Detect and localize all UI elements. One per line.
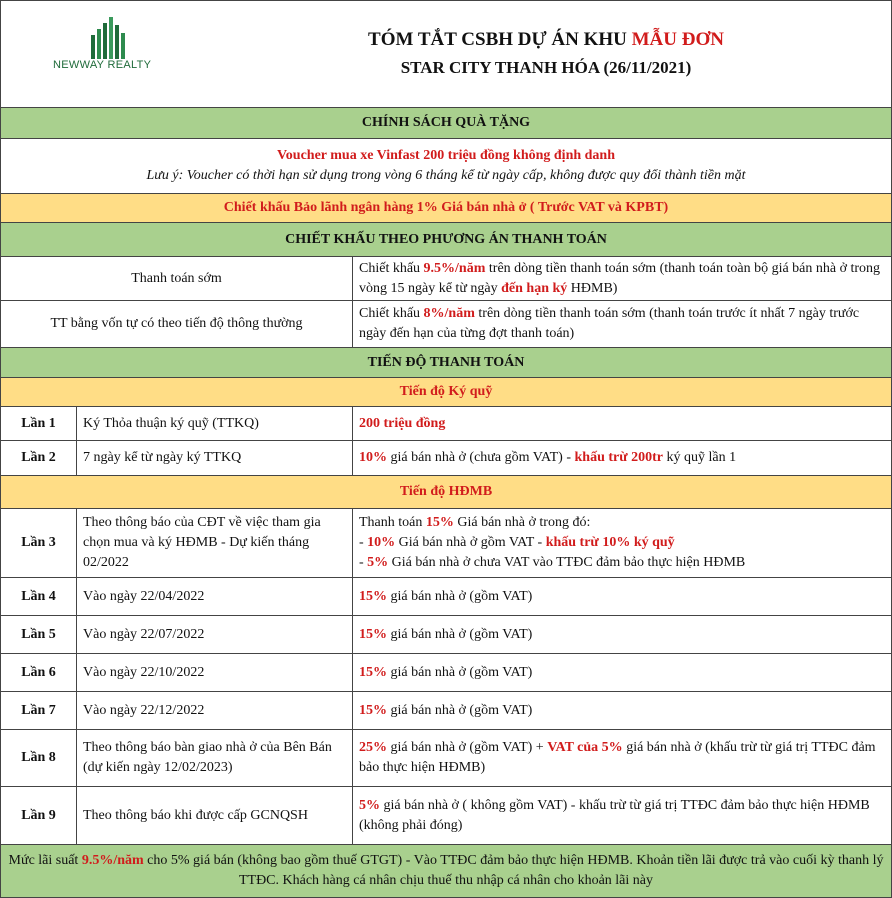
schedule-row [1,407,891,441]
installment-amount: 15% giá bán nhà ở (gồm VAT) [352,692,891,729]
installment-amount: 10% giá bán nhà ở (chưa gồm VAT) - khấu trừ 200tr ký quỹ lần 1 [352,441,891,475]
title-line-1: TÓM TẮT CSBH DỰ ÁN KHU MẪU ĐƠN [368,29,724,50]
installment-label: Lần 6 [21,664,56,680]
installment-when: Vào ngày 22/12/2022 [76,692,352,729]
installment-amount: 25% giá bán nhà ở (gồm VAT) + VAT của 5% giá bán nhà ở (khấu trừ từ giá trị TTĐC đảm bảo thực hiện HĐMB) [352,730,891,786]
discount-row [1,257,891,301]
installment-amount: 15% giá bán nhà ở (gồm VAT) [352,654,891,691]
contract-heading-row [1,476,891,509]
installment-when: Vào ngày 22/10/2022 [76,654,352,691]
installment-when: 7 ngày kể từ ngày ký TTKQ [76,441,352,475]
schedule-row [1,654,891,692]
installment-label: Lần 5 [21,626,56,642]
schedule-row [1,441,891,476]
schedule-row [1,578,891,616]
discount-label: Thanh toán sớm [131,270,222,286]
installment-amount: 15% giá bán nhà ở (gồm VAT) [352,578,891,615]
payment-discount-heading: CHIẾT KHẤU THEO PHƯƠNG ÁN THANH TOÁN [285,231,607,247]
schedule-heading: TIẾN ĐỘ THANH TOÁN [367,354,525,370]
installment-amount: Thanh toán 15% Giá bán nhà ở trong đó: - 10% Giá bán nhà ở gồm VAT - khấu trừ 10% ký quỹ - 5% Giá bán nhà ở chưa VAT vào TTĐC đảm bảo thực hiện HĐMB [352,509,891,577]
voucher-block [1,139,891,193]
footer-row [1,845,891,897]
voucher-row [1,139,891,194]
footer-note: Mức lãi suất 9.5%/năm cho 5% giá bán (không bao gồm thuế GTGT) - Vào TTĐC đảm bảo thực hiện HĐMB. Khoản tiền lãi được trả vào cuối kỳ thanh lý TTĐC. Khách hàng cá nhân chịu thuế thu nhập cá nhân cho khoản lãi này [8,853,884,888]
logo-text: NEWWAY REALTY [53,59,152,71]
installment-when: Theo thông báo của CĐT về việc tham gia chọn mua và ký HĐMB - Dự kiến tháng 02/2022 [76,509,352,577]
discount-row [1,301,891,348]
installment-label: Lần 3 [21,535,56,550]
installment-when: Theo thông báo khi được cấp GCNQSH [76,787,352,844]
payment-discount-heading-row [1,223,891,257]
installment-amount: 200 triệu đồng [352,407,891,440]
installment-label: Lần 7 [21,702,56,718]
contract-heading: Tiến độ HĐMB [399,484,493,499]
installment-when: Vào ngày 22/07/2022 [76,616,352,653]
installment-label: Lần 1 [21,415,56,431]
voucher-text: Voucher mua xe Vinfast 200 triệu đồng không định danh [276,148,616,163]
schedule-heading-row [1,348,891,378]
deposit-heading: Tiến độ Ký quỹ [399,384,493,399]
installment-label: Lần 8 [21,750,56,765]
bank-discount-row [1,194,891,223]
schedule-row [1,509,891,578]
header-row [1,1,891,108]
gift-policy-heading: CHÍNH SÁCH QUÀ TẶNG [361,115,531,130]
installment-label: Lần 9 [21,807,56,823]
gift-policy-heading-row [1,108,891,139]
installment-when: Vào ngày 22/04/2022 [76,578,352,615]
installment-when: Theo thông báo bàn giao nhà ở của Bên Bán (dự kiến ngày 12/02/2023) [76,730,352,786]
installment-amount: 15% giá bán nhà ở (gồm VAT) [352,616,891,653]
schedule-row [1,787,891,845]
installment-label: Lần 4 [21,588,56,604]
deposit-heading-row [1,378,891,407]
schedule-row [1,730,891,787]
installment-when: Ký Thỏa thuận ký quỹ (TTKQ) [76,407,352,440]
title-block [201,1,891,107]
title-line-2: STAR CITY THANH HÓA (26/11/2021) [400,58,692,77]
schedule-row [1,616,891,654]
schedule-row [1,692,891,730]
voucher-note: Lưu ý: Voucher có thời hạn sử dụng trong vòng 6 tháng kể từ ngày cấp, không được quy đổi thành tiền mặt [146,168,746,183]
bank-discount-text: Chiết khấu Bảo lãnh ngân hàng 1% Giá bán nhà ở ( Trước VAT và KPBT) [223,200,669,215]
title-highlight: MẪU ĐƠN [631,29,724,50]
installment-label: Lần 2 [21,450,56,465]
discount-detail: Chiết khấu 9.5%/năm trên dòng tiền thanh toán sớm (thanh toán toàn bộ giá bán nhà ở trong vòng 15 ngày kể từ ngày đến hạn ký HĐMB) [352,257,891,300]
discount-detail: Chiết khấu 8%/năm trên dòng tiền thanh toán sớm (thanh toán trước ít nhất 7 ngày trước ngày đến hạn của từng đợt thanh toán) [352,301,891,347]
installment-amount: 5% giá bán nhà ở ( không gồm VAT) - khấu trừ từ giá trị TTĐC đảm bảo thực hiện HĐMB (không phải đóng) [352,787,891,844]
discount-label: TT bằng vốn tự có theo tiến độ thông thường [50,316,303,331]
